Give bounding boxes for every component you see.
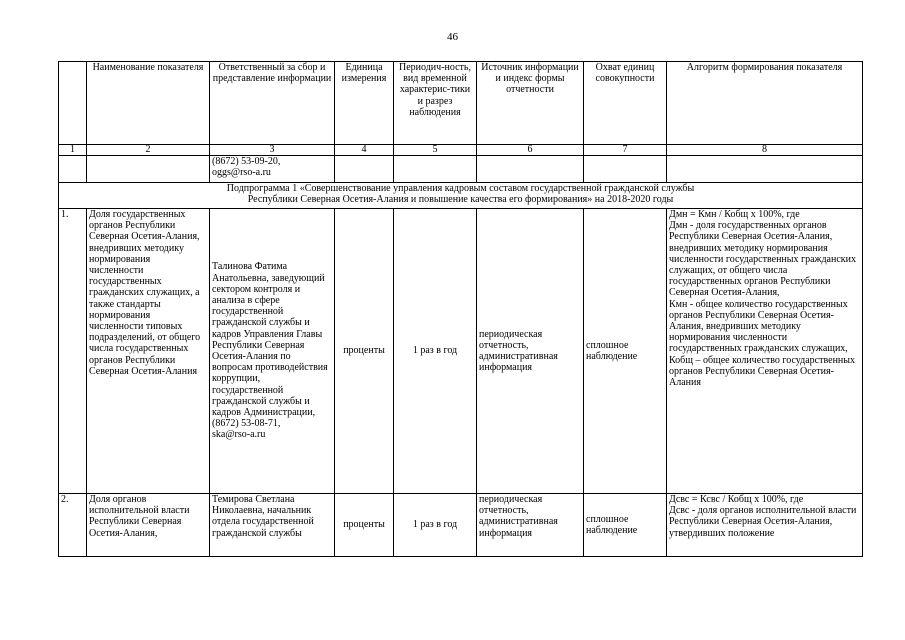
row-number: 2. (59, 494, 87, 557)
header-cell-num (59, 62, 87, 145)
header-cell-unit: Единица измерения (335, 62, 394, 145)
indicator-name: Доля государственных органов Республики Северная Осетия-Алания, внедривших методику нормирования численности государственных гражданских служащих, а также стандарты нормирования численности типовых подразделений, от общего числа государственных органов Республики Северная Осетия-Алания (87, 209, 210, 494)
row-number: 1. (59, 209, 87, 494)
column-number: 1 (59, 145, 87, 156)
column-number: 7 (584, 145, 667, 156)
calculation-algorithm: Дсвс = Ксвс / Кобщ х 100%, где Дсвс - доля органов исполнительной власти Республики Северная Осетия-Алания, утвердивших положение (667, 494, 863, 557)
continuation-responsible: (8672) 53-09-20, oggs@rso-a.ru (210, 156, 335, 183)
header-cell-algorithm: Алгоритм формирования показателя (667, 62, 863, 145)
calculation-algorithm: Дмн = Кмн / Кобщ х 100%, где Дмн - доля государственных органов Республики Северная Осетия-Алания, внедривших методику нормирования численности государственных гражданских служащих, от общего числа государственных органов Республики Северная Осетия-Алания, Кмн - общее количество государственных органов Республики Северная Осетия-Алания, внедривших методику нормирования численности государственных гражданских служащих, Кобщ – общее количество государственных органов Республики Северная Осетия-Алания (667, 209, 863, 494)
table-row (59, 209, 863, 494)
header-cell-coverage: Охват единиц совокупности (584, 62, 667, 145)
responsible-person: Талинова Фатима Анатольевна, заведующий сектором контроля и анализа в сфере государственной гражданской службы и кадров Управления Главы Республики Северная Осетия-Алания по вопросам противодействия коррупции, государственной гражданской службы и кадров Администрации, (8672) 53-08-71, ska@rso-a.ru (210, 209, 335, 494)
indicators-table (58, 61, 863, 557)
information-source: периодическая отчетность, административная информация (477, 209, 584, 494)
unit: проценты (335, 209, 394, 494)
column-number: 3 (210, 145, 335, 156)
periodicity: 1 раз в год (394, 494, 477, 557)
periodicity: 1 раз в год (394, 209, 477, 494)
header-cell-periodicity: Периодич-ность, вид временной характерис-тики и разрез наблюдения (394, 62, 477, 145)
page-number: 46 (447, 31, 458, 43)
column-number: 8 (667, 145, 863, 156)
coverage: сплошное наблюдение (584, 494, 667, 557)
column-number: 5 (394, 145, 477, 156)
subprogram-row (59, 183, 863, 209)
unit: проценты (335, 494, 394, 557)
table-row (59, 494, 863, 557)
column-number: 6 (477, 145, 584, 156)
header-cell-name: Наименование показателя (87, 62, 210, 145)
header-cell-source: Источник информации и индекс формы отчетности (477, 62, 584, 145)
column-number-row (59, 145, 863, 156)
header-row (59, 62, 863, 145)
coverage: сплошное наблюдение (584, 209, 667, 494)
column-number: 2 (87, 145, 210, 156)
responsible-person: Темирова Светлана Николаевна, начальник отдела государственной гражданской службы (210, 494, 335, 557)
subprogram-title: Подпрограмма 1 «Совершенствование управления кадровым составом государственной гражданской службы Республики Северная Осетия-Алания и повышение качества его формирования» на 2018-2020 годы (59, 183, 863, 209)
indicator-name: Доля органов исполнительной власти Республики Северная Осетия-Алания, (87, 494, 210, 557)
continuation-row (59, 156, 863, 183)
information-source: периодическая отчетность, административная информация (477, 494, 584, 557)
column-number: 4 (335, 145, 394, 156)
header-cell-responsible: Ответственный за сбор и представление информации (210, 62, 335, 145)
